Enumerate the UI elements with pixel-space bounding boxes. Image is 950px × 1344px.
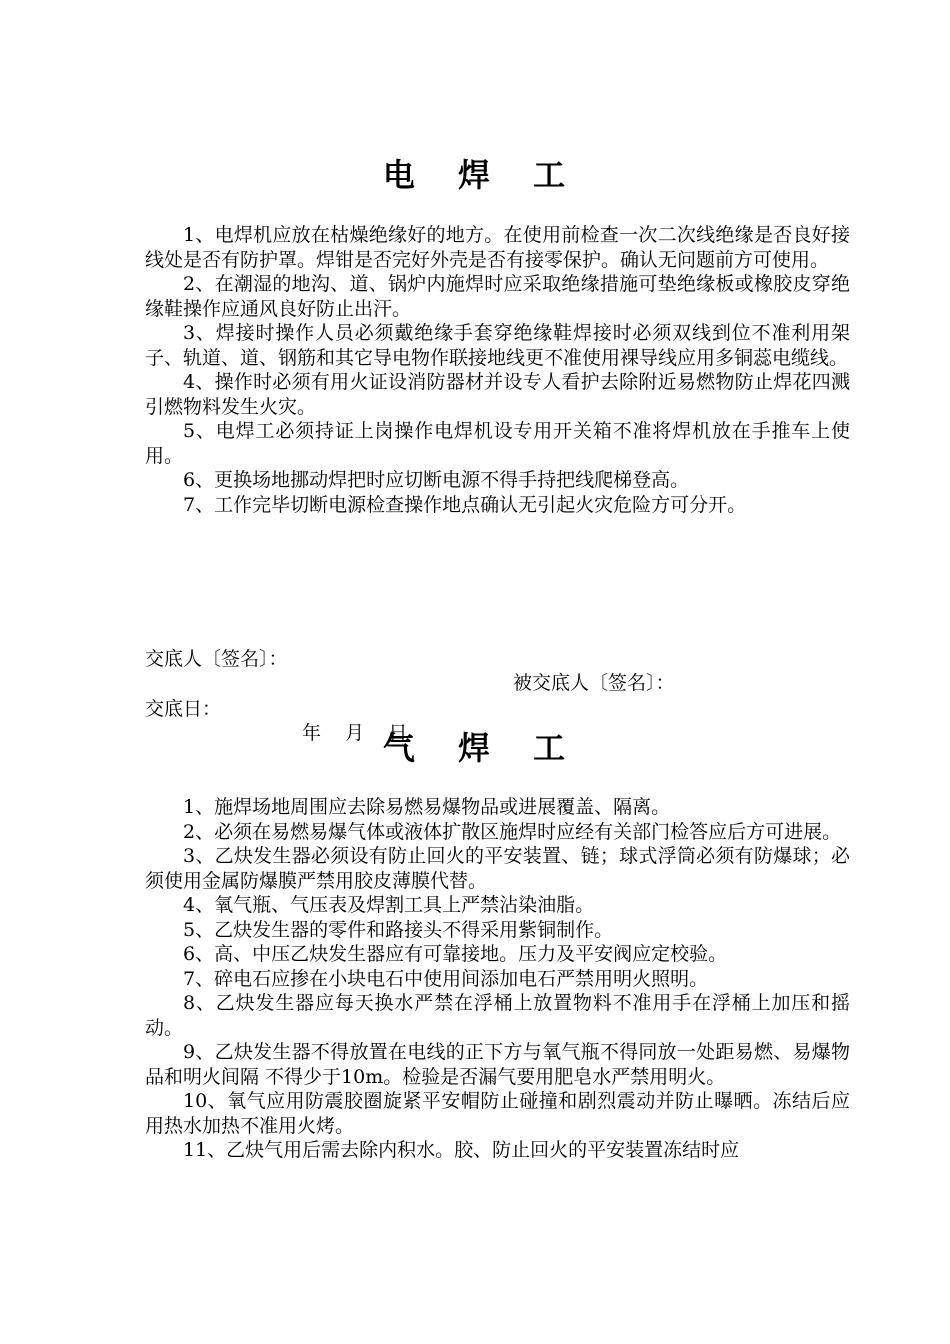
date-label: 交底日： [145, 698, 222, 720]
gas-welder-rules [145, 795, 850, 1163]
rule-paragraph: 7、碎电石应掺在小块电石中使用间添加电石严禁用明火照明。 [183, 967, 709, 990]
rule-paragraph: 3、乙炔发生器必须设有防止回火的平安装置、链；球式浮筒必须有防爆球；必须使用金属防爆膜严禁用胶皮薄膜代替。 [145, 845, 850, 892]
rule-paragraph: 1、电焊机应放在枯燥绝缘好的地方。在使用前检查一次二次线绝缘是否良好接线处是否有防护罩。焊钳是否完好外壳是否有接零保护。确认无问题前方可使用。 [145, 224, 850, 271]
rule-paragraph: 2、必须在易燃易爆气体或液体扩散区施焊时应经有关部门检答应后方可进展。 [183, 820, 842, 843]
rule-paragraph: 11、乙炔气用后需去除内积水。胶、防止回火的平安装置冻结时应 [183, 1139, 740, 1161]
rule-paragraph: 1、施焊场地周围应去除易燃易爆物品或进展覆盖、隔离。 [183, 796, 671, 818]
rule-paragraph: 3、焊接时操作人员必须戴绝缘手套穿绝缘鞋焊接时必须双线到位不准利用架子、轨道、道、钢筋和其它导电物作联接地线更不准使用裸导线应用多铜蕊电缆线。 [145, 322, 850, 369]
rule-paragraph: 4、氧气瓶、气压表及焊割工具上严禁沾染油脂。 [183, 894, 595, 916]
rule-paragraph: 9、乙炔发生器不得放置在电线的正下方与氧气瓶不得同放一处距易燃、易爆物品和明火间隔 不得少于10m。检验是否漏气要用肥皂水严禁用明火。 [145, 1041, 850, 1088]
rule-paragraph: 6、更换场地挪动焊把时应切断电源不得手持把线爬梯登高。 [183, 469, 690, 491]
electric-welder-rules [145, 223, 850, 517]
issuer-signature-label: 交底人〔签名〕： [145, 648, 288, 670]
rule-paragraph: 8、乙炔发生器应每天换水严禁在浮桶上放置物料不准用手在浮桶上加压和摇动。 [145, 992, 850, 1039]
rule-paragraph: 6、高、中压乙炔发生器应有可靠接地。压力及平安阀应定校验。 [183, 943, 728, 965]
date-fields: 年 月 日 [302, 722, 408, 744]
section-title-electric-welder: 电 焊 工 [382, 156, 582, 194]
rule-paragraph: 10、氧气应用防震胶圈旋紧平安帽防止碰撞和剧烈震动并防止曝晒。冻结后应用热水加热不准用火烤。 [145, 1090, 850, 1137]
rule-paragraph: 2、在潮湿的地沟、道、锅炉内施焊时应采取绝缘措施可垫绝缘板或橡胶皮穿绝缘鞋操作应通风良好防止出汗。 [145, 273, 850, 320]
section-title-gas-welder: 气 焊 工 [382, 729, 582, 767]
rule-paragraph: 7、工作完毕切断电源检查操作地点确认无引起火灾危险方可分开。 [183, 493, 747, 516]
rule-paragraph: 5、电焊工必须持证上岗操作电焊机设专用开关箱不准将焊机放在手推车上使用。 [145, 420, 850, 467]
receiver-signature-label: 被交底人〔签名〕： [513, 672, 675, 694]
rule-paragraph: 4、操作时必须有用火证设消防器材并设专人看护去除附近易燃物防止焊花四溅引燃物料发生火灾。 [145, 371, 850, 418]
rule-paragraph: 5、乙炔发生器的零件和路接头不得采用紫铜制作。 [183, 918, 614, 941]
